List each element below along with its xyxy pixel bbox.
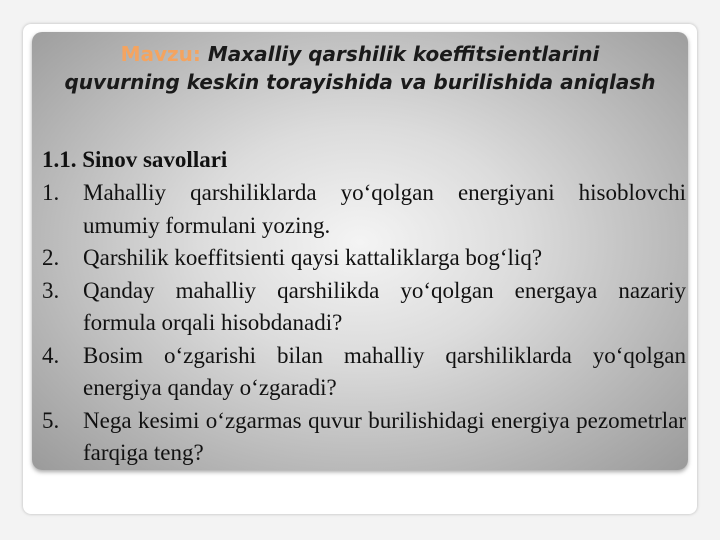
list-item [42,275,686,340]
list-item [42,405,686,470]
item-text: Bosim o‘zgarishi bilan mahalliy qarshiliklarda yo‘qolgan energiya qanday o‘zgaradi? [83,342,686,400]
item-number: 4. [42,342,60,368]
title-label: Mavzu: [120,42,201,66]
item-text: Nega kesimi o‘zgarmas quvur burilishidagi energiya pezometrlar farqiga teng? [83,407,686,465]
section-heading: 1.1. Sinov savollari [42,147,228,172]
slide-title [60,40,660,96]
title-text: Maxalliy qarshilik koeffitsientlarini quvurning keskin torayishida va burilishida aniqlash [64,42,656,94]
slide-content [42,145,686,470]
list-item [42,340,686,405]
list-item [42,177,686,242]
list-item [42,242,686,275]
item-text: Qarshilik koeffitsienti qaysi kattaliklarga bog‘liq? [83,245,543,270]
item-text: Mahalliy qarshiliklarda yo‘qolgan energiyani hisoblovchi umumiy formulani yozing. [83,180,686,238]
item-number: 1. [42,180,60,205]
item-number: 2. [42,245,60,270]
item-number: 5. [42,407,60,433]
question-list [42,177,686,470]
item-number: 3. [42,277,60,303]
item-text: Qanday mahalliy qarshilikda yo‘qolgan energaya nazariy formula orqali hisobdanadi? [83,277,686,335]
